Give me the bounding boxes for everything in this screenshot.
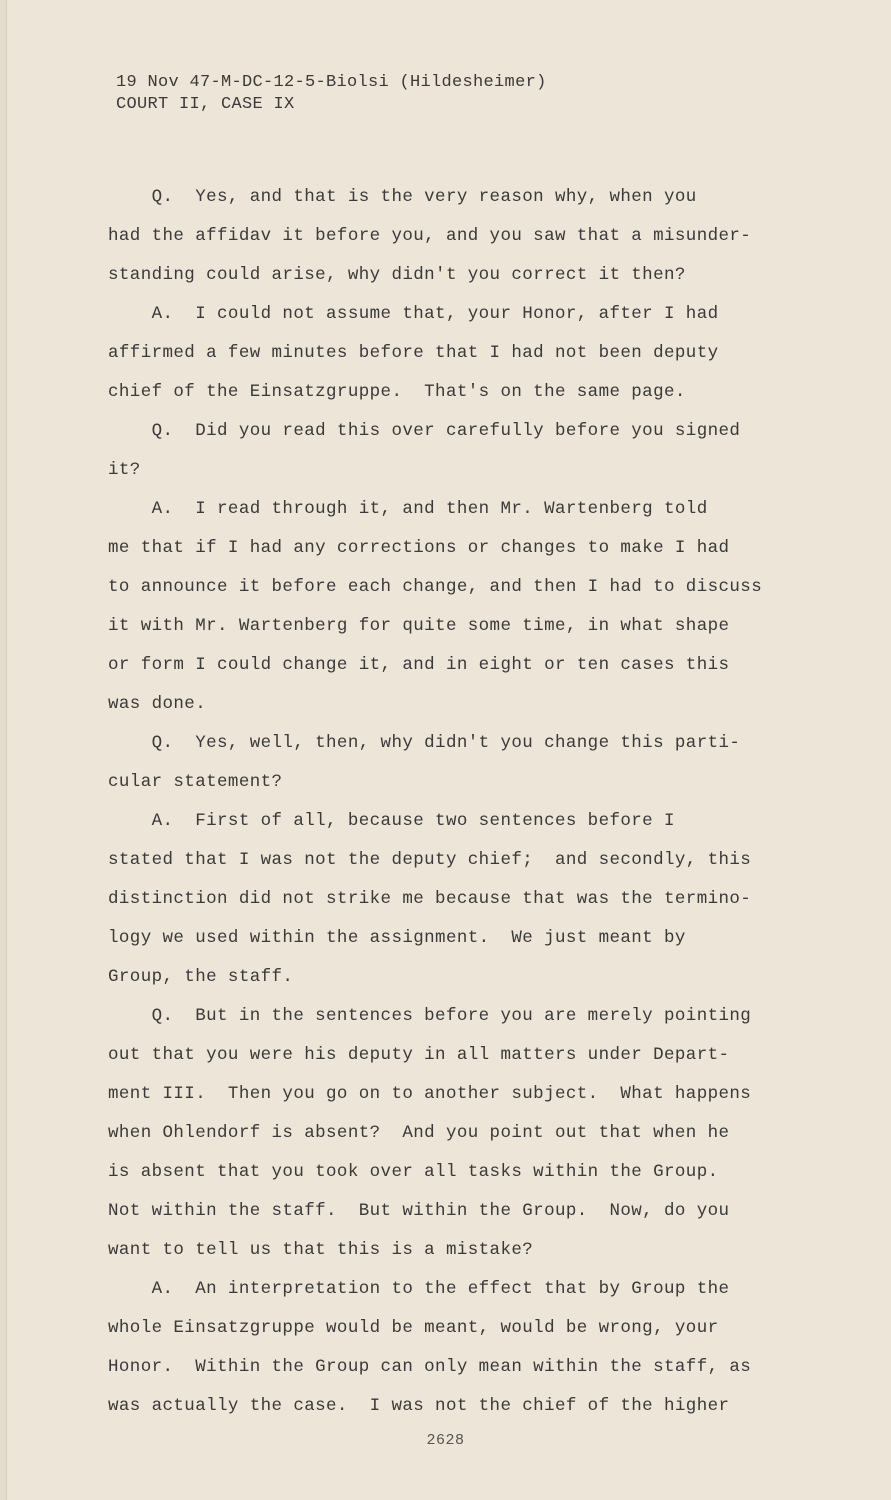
transcript-line: A. First of all, because two sentences before I xyxy=(108,811,675,831)
transcript-line: cular statement? xyxy=(108,772,283,792)
transcript-line: Q. Yes, and that is the very reason why, when you xyxy=(108,187,697,207)
transcript-line: standing could arise, why didn't you correct it then? xyxy=(108,265,686,285)
transcript-line: want to tell us that this is a mistake? xyxy=(108,1240,534,1260)
document-header xyxy=(116,72,547,116)
transcript-line: logy we used within the assignment. We just meant by xyxy=(108,928,686,948)
transcript-line: is absent that you took over all tasks within the Group. xyxy=(108,1162,719,1182)
transcript-body xyxy=(108,178,828,1426)
transcript-line: Group, the staff. xyxy=(108,967,294,987)
transcript-line: Not within the staff. But within the Group. Now, do you xyxy=(108,1201,730,1221)
transcript-line: affirmed a few minutes before that I had not been deputy xyxy=(108,343,719,363)
header-court-line: COURT II, CASE IX xyxy=(116,95,295,114)
transcript-line: A. I read through it, and then Mr. Wartenberg told xyxy=(108,499,708,519)
transcript-line: distinction did not strike me because that was the termino- xyxy=(108,889,752,909)
transcript-line: it with Mr. Wartenberg for quite some time, in what shape xyxy=(108,616,730,636)
transcript-line: Q. But in the sentences before you are merely pointing xyxy=(108,1006,752,1026)
page-number: 2628 xyxy=(426,1432,465,1449)
transcript-line: me that if I had any corrections or changes to make I had xyxy=(108,538,730,558)
transcript-line: stated that I was not the deputy chief; and secondly, this xyxy=(108,850,752,870)
transcript-line: when Ohlendorf is absent? And you point out that when he xyxy=(108,1123,730,1143)
transcript-line: it? xyxy=(108,460,141,480)
page-edge xyxy=(0,0,7,1500)
transcript-line: or form I could change it, and in eight or ten cases this xyxy=(108,655,730,675)
transcript-line: whole Einsatzgruppe would be meant, would be wrong, your xyxy=(108,1318,719,1338)
transcript-line: A. I could not assume that, your Honor, after I had xyxy=(108,304,719,324)
transcript-line: Q. Yes, well, then, why didn't you change this parti- xyxy=(108,733,741,753)
transcript-line: Honor. Within the Group can only mean within the staff, as xyxy=(108,1357,752,1377)
header-reference-line: 19 Nov 47-M-DC-12-5-Biolsi (Hildesheimer) xyxy=(116,73,547,92)
transcript-line: A. An interpretation to the effect that by Group the xyxy=(108,1279,730,1299)
transcript-line: out that you were his deputy in all matters under Depart- xyxy=(108,1045,730,1065)
transcript-line: Q. Did you read this over carefully before you signed xyxy=(108,421,741,441)
transcript-line: was actually the case. I was not the chief of the higher xyxy=(108,1396,730,1416)
transcript-line: ment III. Then you go on to another subject. What happens xyxy=(108,1084,752,1104)
transcript-line: to announce it before each change, and then I had to discuss xyxy=(108,577,763,597)
transcript-line: was done. xyxy=(108,694,207,714)
transcript-line: had the affidav it before you, and you saw that a misunder- xyxy=(108,226,752,246)
transcript-line: chief of the Einsatzgruppe. That's on the same page. xyxy=(108,382,686,402)
